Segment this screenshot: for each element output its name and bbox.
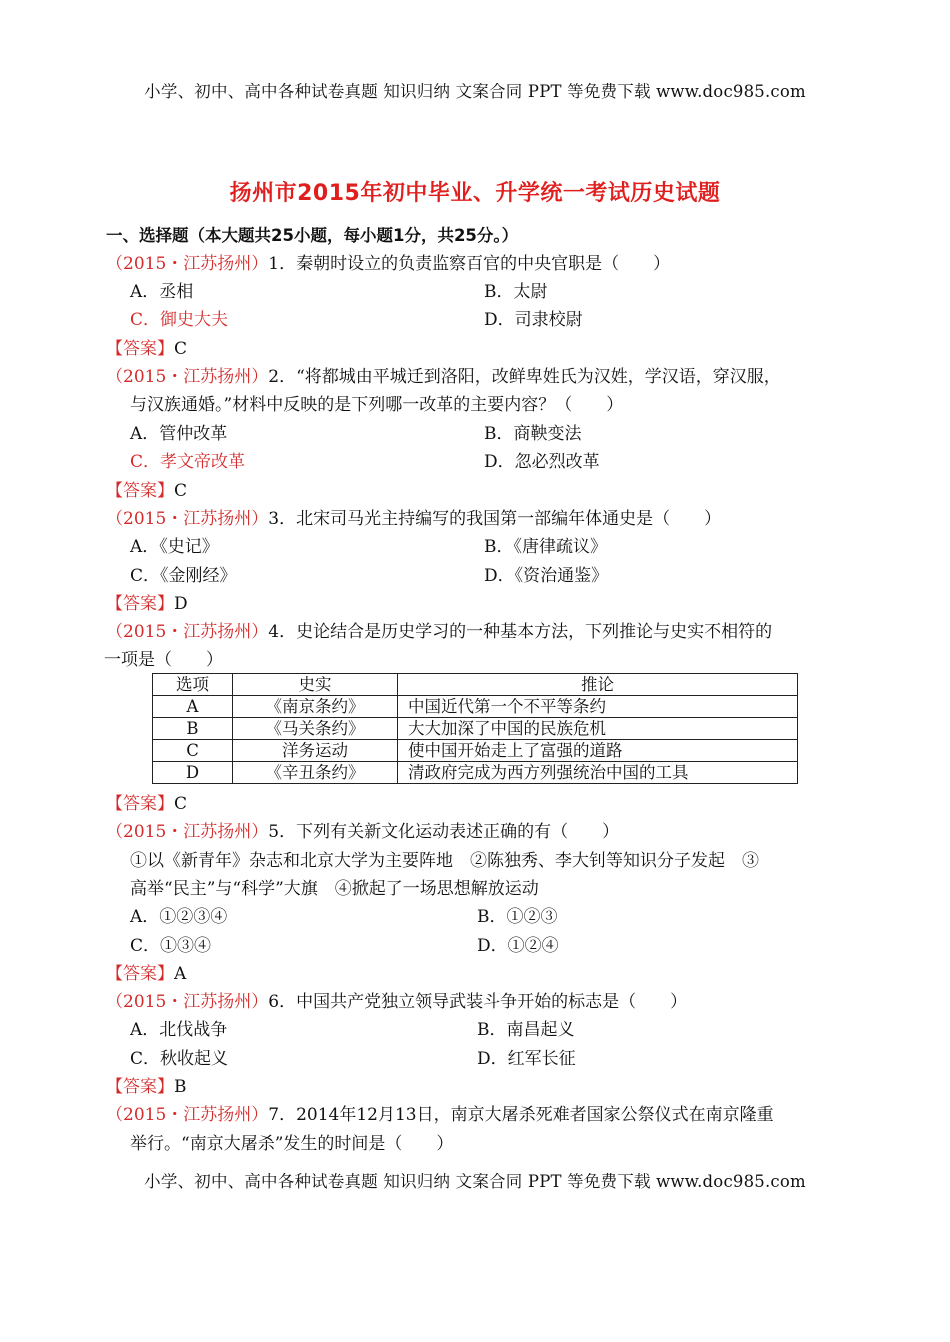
table-cell: 洋务运动 (233, 740, 398, 762)
option-b: B．太尉 (484, 282, 548, 302)
table-cell: 清政府完成为西方列强统治中国的工具 (398, 762, 798, 784)
option-b: B．①②③ (477, 907, 558, 927)
table-cell: 《马关条约》 (233, 718, 398, 740)
answer-6 (106, 1076, 187, 1098)
option-a: A．丞相 (130, 282, 194, 302)
answer-value: B (174, 1077, 187, 1097)
table-row (153, 696, 798, 718)
source-tag: （2015・江苏扬州） (106, 1105, 269, 1125)
table-header: 选项 (153, 674, 233, 696)
answer-value: C (174, 794, 188, 814)
table-cell: A (153, 696, 233, 718)
answer-value: D (174, 594, 188, 614)
table-row (153, 718, 798, 740)
question-3 (106, 508, 721, 530)
source-tag: （2015・江苏扬州） (106, 367, 269, 387)
table-header-row (153, 674, 798, 696)
table-cell: 中国近代第一个不平等条约 (398, 696, 798, 718)
table-cell: 使中国开始走上了富强的道路 (398, 740, 798, 762)
question-stem-cont: 举行。“南京大屠杀”发生的时间是（ ） (130, 1134, 454, 1154)
answer-value: C (174, 481, 188, 501)
answer-value: A (174, 964, 187, 984)
option-b: B．《唐律疏议》 (484, 537, 607, 557)
answer-2 (106, 480, 187, 502)
table-header: 史实 (233, 674, 398, 696)
option-c: C．秋收起义 (130, 1049, 229, 1069)
question-2 (106, 366, 781, 388)
option-a: A．管仲改革 (130, 424, 228, 444)
answer-4 (106, 793, 187, 815)
table-cell: D (153, 762, 233, 784)
footer-banner: 小学、初中、高中各种试卷真题 知识归纳 文案合同 PPT 等免费下载 www.doc985.com (144, 1172, 806, 1191)
option-a: A．北伐战争 (130, 1020, 228, 1040)
question-stem: 4．史论结合是历史学习的一种基本方法，下列推论与史实不相符的 (268, 622, 773, 642)
question-7 (106, 1104, 774, 1126)
question-stem-cont: 高举“民主”与“科学”大旗 ④掀起了一场思想解放运动 (130, 879, 539, 899)
option-c-correct: C．御史大夫 (130, 310, 229, 330)
table-cell: B (153, 718, 233, 740)
question-stem: 3．北宋司马光主持编写的我国第一部编年体通史是（ ） (268, 509, 722, 529)
answer-tag: 【答案】 (106, 1077, 174, 1097)
question-stem: 2．“将都城由平城迁到洛阳，改鲜卑姓氏为汉姓，学汉语，穿汉服， (268, 367, 781, 387)
table-cell: 《辛丑条约》 (233, 762, 398, 784)
answer-tag: 【答案】 (106, 594, 174, 614)
source-tag: （2015・江苏扬州） (106, 822, 269, 842)
answer-1 (106, 338, 187, 360)
question-stem-cont: 与汉族通婚。”材料中反映的是下列哪一改革的主要内容？（ ） (130, 395, 624, 415)
option-d: D．《资治通鉴》 (484, 566, 609, 586)
answer-3 (106, 593, 188, 615)
source-tag: （2015・江苏扬州） (106, 622, 269, 642)
table-cell: 《南京条约》 (233, 696, 398, 718)
option-b: B．商鞅变法 (484, 424, 582, 444)
question-5 (106, 821, 619, 843)
option-d: D．忽必烈改革 (484, 452, 600, 472)
table-cell: 大大加深了中国的民族危机 (398, 718, 798, 740)
option-c: C．《金刚经》 (130, 566, 237, 586)
question-stem-cont: ①以《新青年》杂志和北京大学为主要阵地 ②陈独秀、李大钊等知识分子发起 ③ (130, 851, 759, 871)
question-stem-cont: 一项是（ ） (104, 650, 223, 670)
answer-5 (106, 963, 186, 985)
question-stem: 1．秦朝时设立的负责监察百官的中央官职是（ ） (268, 254, 671, 274)
question-6 (106, 991, 687, 1013)
option-a: A．《史记》 (130, 537, 219, 557)
source-tag: （2015・江苏扬州） (106, 992, 269, 1012)
option-b: B．南昌起义 (477, 1020, 575, 1040)
answer-tag: 【答案】 (106, 481, 174, 501)
option-d: D．①②④ (477, 936, 559, 956)
option-c-correct: C．孝文帝改革 (130, 452, 246, 472)
header-banner: 小学、初中、高中各种试卷真题 知识归纳 文案合同 PPT 等免费下载 www.doc985.com (144, 82, 806, 101)
table-row (153, 762, 798, 784)
source-tag: （2015・江苏扬州） (106, 509, 269, 529)
table-cell: C (153, 740, 233, 762)
page-title: 扬州市2015年初中毕业、升学统一考试历史试题 (229, 181, 721, 206)
option-d: D．红军长征 (477, 1049, 576, 1069)
question-1 (106, 253, 670, 275)
section-heading: 一、选择题（本大题共25小题，每小题1分，共25分。） (106, 226, 519, 245)
answer-value: C (174, 339, 188, 359)
answer-tag: 【答案】 (106, 794, 174, 814)
option-d: D．司隶校尉 (484, 310, 583, 330)
history-table (152, 673, 798, 784)
question-stem: 5．下列有关新文化运动表述正确的有（ ） (268, 822, 620, 842)
question-stem: 7．2014年12月13日，南京大屠杀死难者国家公祭仪式在南京隆重 (268, 1105, 774, 1125)
option-a: A．①②③④ (130, 907, 228, 927)
option-c: C．①③④ (130, 936, 212, 956)
question-4 (106, 621, 772, 643)
source-tag: （2015・江苏扬州） (106, 254, 269, 274)
answer-tag: 【答案】 (106, 964, 174, 984)
answer-tag: 【答案】 (106, 339, 174, 359)
table-header: 推论 (398, 674, 798, 696)
table-row (153, 740, 798, 762)
question-stem: 6．中国共产党独立领导武装斗争开始的标志是（ ） (268, 992, 688, 1012)
